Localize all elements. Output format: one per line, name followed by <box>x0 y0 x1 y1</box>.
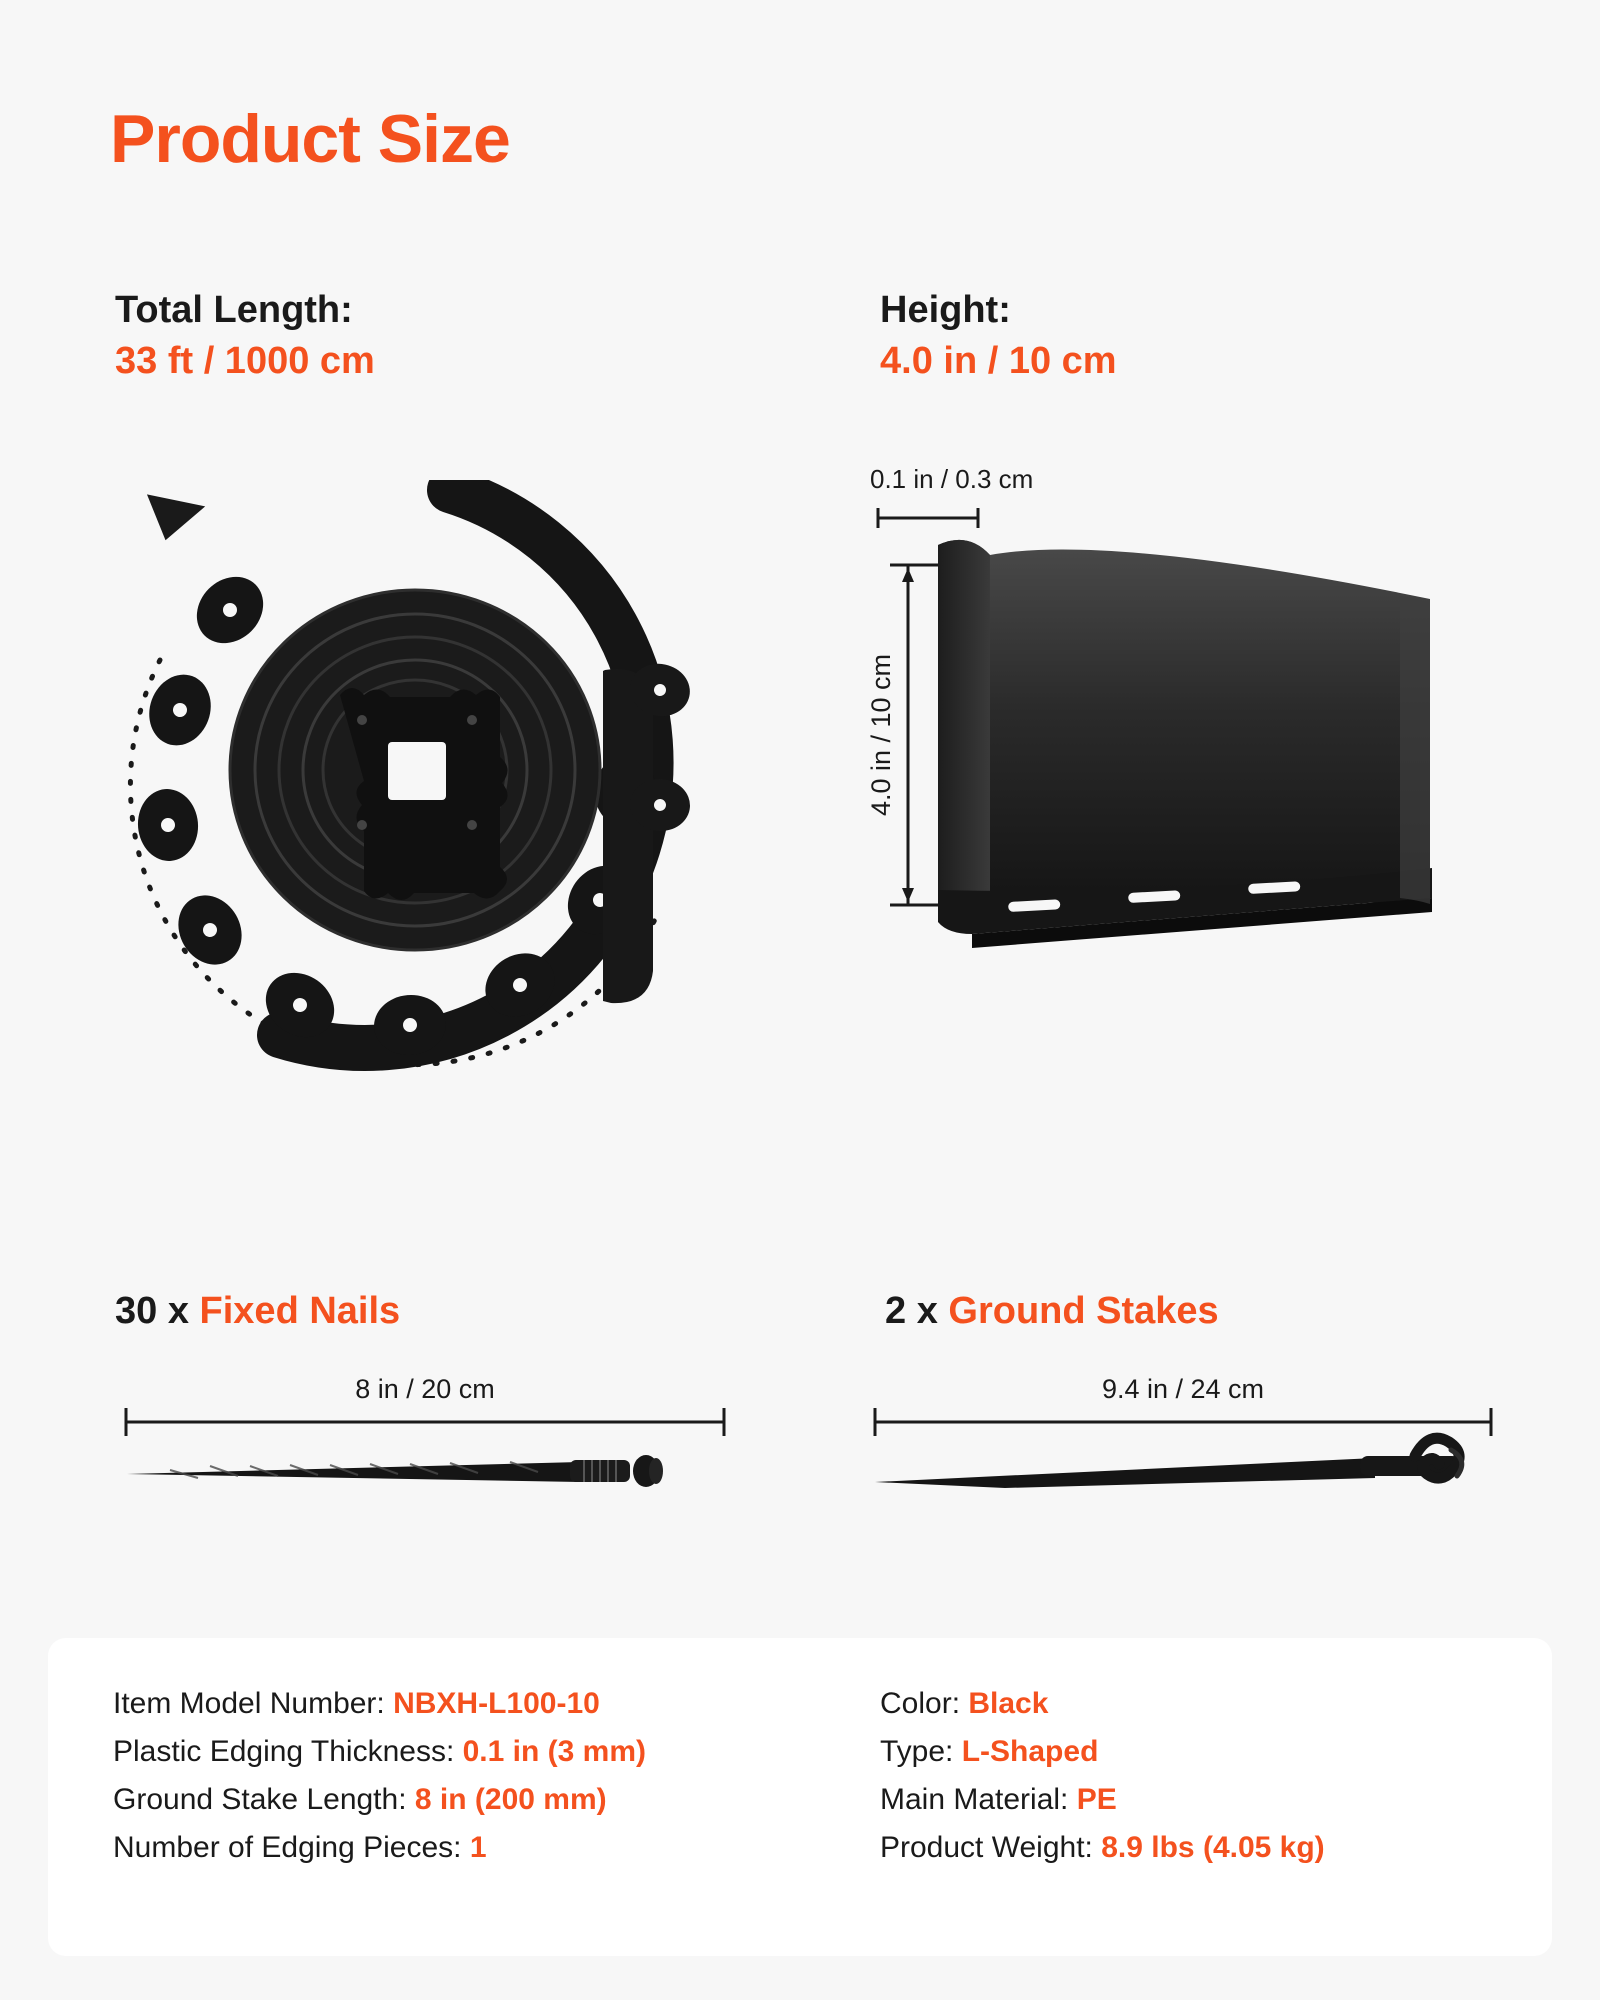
spec-product-weight <box>880 1824 1325 1872</box>
fixed-nail-illustration <box>100 1370 760 1520</box>
spec-list-left <box>113 1680 646 1872</box>
thickness-dimension-label: 0.1 in / 0.3 cm <box>870 464 1034 494</box>
edging-coil-shape <box>135 490 695 1058</box>
fixed-nails-name: Fixed Nails <box>199 1290 401 1332</box>
spec-number-of-pieces <box>113 1824 646 1872</box>
spec-product-weight-value: 8.9 lbs (4.05 kg) <box>1101 1831 1325 1864</box>
spec-height-label: Height: <box>880 289 1011 331</box>
spec-number-of-pieces-key: Number of Edging Pieces: <box>113 1831 470 1864</box>
stake-dimension-label: 9.4 in / 24 cm <box>1101 1374 1265 1404</box>
ground-stakes-qty: 2 x <box>885 1290 949 1332</box>
stake-dimension <box>875 1408 1491 1436</box>
nail-dimension-label: 8 in / 20 cm <box>355 1374 495 1404</box>
stake-shape <box>875 1438 1462 1488</box>
spec-type <box>880 1728 1325 1776</box>
spec-item-model-number-key: Item Model Number: <box>113 1687 394 1720</box>
spec-item-model-number <box>113 1680 646 1728</box>
coil-hub <box>340 688 508 900</box>
spec-color-key: Color: <box>880 1687 969 1720</box>
spec-height <box>880 285 1117 388</box>
spec-total-length-label: Total Length: <box>115 289 353 331</box>
edging-profile-illustration <box>860 450 1520 1130</box>
spec-item-model-number-value: NBXH-L100-10 <box>393 1687 600 1720</box>
height-dimension-label: 4.0 in / 10 cm <box>866 653 896 817</box>
spec-ground-stake-length <box>113 1776 646 1824</box>
spec-main-material <box>880 1776 1325 1824</box>
edging-free-end <box>603 658 695 1003</box>
spec-list-right <box>880 1680 1325 1872</box>
spec-color-value: Black <box>968 1687 1049 1720</box>
ground-stake-illustration <box>855 1370 1515 1520</box>
spec-number-of-pieces-value: 1 <box>469 1831 487 1864</box>
spec-edging-thickness <box>113 1728 646 1776</box>
edging-profile-shape <box>938 540 1432 948</box>
spec-product-weight-key: Product Weight: <box>880 1831 1102 1864</box>
spec-main-material-key: Main Material: <box>880 1783 1077 1816</box>
ground-stakes-name: Ground Stakes <box>948 1290 1219 1332</box>
spec-main-material-value: PE <box>1076 1783 1117 1816</box>
nail-shape <box>126 1455 663 1487</box>
spec-height-value: 4.0 in / 10 cm <box>880 340 1117 383</box>
ground-stakes-heading <box>885 1290 1219 1333</box>
spec-edging-thickness-value: 0.1 in (3 mm) <box>462 1735 647 1768</box>
page-title: Product Size <box>110 101 510 177</box>
coiled-edging-illustration <box>100 480 800 1120</box>
fixed-nails-qty: 30 x <box>115 1290 200 1332</box>
spec-ground-stake-length-value: 8 in (200 mm) <box>414 1783 607 1816</box>
spec-type-key: Type: <box>880 1735 962 1768</box>
thickness-dimension <box>878 508 978 528</box>
spec-total-length-value: 33 ft / 1000 cm <box>115 340 375 383</box>
spec-edging-thickness-key: Plastic Edging Thickness: <box>113 1735 463 1768</box>
nail-dimension <box>126 1408 724 1436</box>
spec-total-length <box>115 285 375 388</box>
spec-color <box>880 1680 1325 1728</box>
spec-ground-stake-length-key: Ground Stake Length: <box>113 1783 415 1816</box>
specification-card <box>48 1638 1552 1956</box>
fixed-nails-heading <box>115 1290 400 1333</box>
spec-type-value: L-Shaped <box>961 1735 1099 1768</box>
